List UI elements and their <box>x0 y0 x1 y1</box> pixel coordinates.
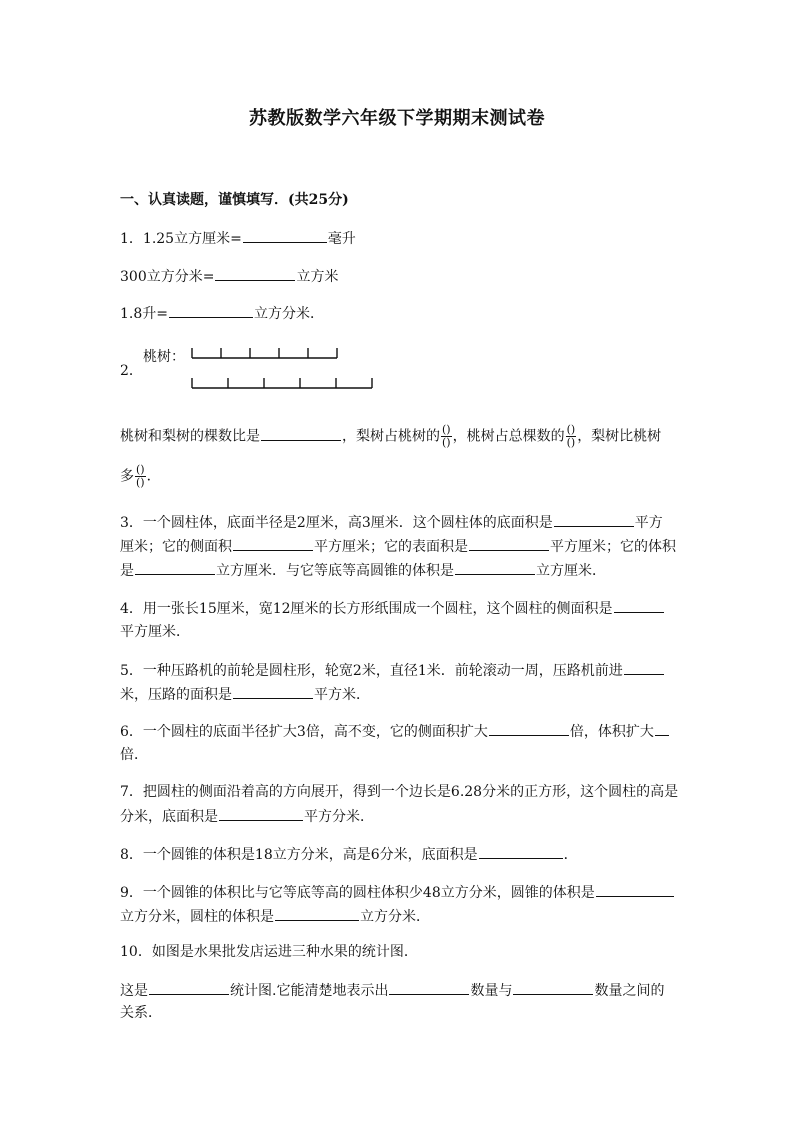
section-heading: 一、认真读题，谨慎填写．(共25分) <box>120 192 349 208</box>
question-number: 2． <box>120 363 143 379</box>
question-9-line1: 9．一个圆锥的体积比与它等底等高的圆柱体积少48立方分米，圆锥的体积是 <box>120 882 675 903</box>
question-2-text: 桃树和梨树的棵数比是 ，梨树占桃树的 $\frac{()}{()}$ ，桃树占总棵数的 $\frac{()}{()}$ ，梨树比桃树 <box>120 423 662 449</box>
question-9-line2: 立方分米，圆柱的体积是 立方分米． <box>120 906 430 927</box>
answer-blank[interactable] <box>614 598 664 613</box>
question-6-line2: 倍． <box>120 747 148 763</box>
answer-blank[interactable] <box>149 980 229 995</box>
answer-blank[interactable] <box>624 660 664 675</box>
answer-blank[interactable] <box>233 684 313 699</box>
question-2-text-cont: 多 $\frac{()}{()}$ ． <box>120 463 161 489</box>
tree-segment-diagram <box>120 342 380 398</box>
answer-blank[interactable] <box>219 806 303 821</box>
answer-blank[interactable] <box>554 512 634 527</box>
answer-blank[interactable] <box>513 980 593 995</box>
question-5-line1: 5．一种压路机的前轮是圆柱形，轮宽2米，直径1米．前轮滚动一周，压路机前进 <box>120 660 665 681</box>
question-7-line2: 分米，底面积是 平方分米． <box>120 806 374 827</box>
answer-blank[interactable] <box>455 560 535 575</box>
question-3-line3: 是 立方厘米．与它等底等高圆锥的体积是 立方厘米． <box>120 560 606 581</box>
question-4-line2: 平方厘米． <box>120 624 190 640</box>
page-title: 苏教版数学六年级下学期期末测试卷 <box>249 108 545 129</box>
fraction-blank[interactable]: $\frac{()}{()}$ <box>566 423 576 449</box>
answer-blank[interactable] <box>243 228 327 243</box>
question-8: 8．一个圆锥的体积是18立方分米，高是6分米，底面积是 ． <box>120 844 578 865</box>
answer-blank[interactable] <box>169 303 253 318</box>
answer-blank[interactable] <box>233 536 313 551</box>
question-1b: 300立方分米= 立方米 <box>120 266 338 287</box>
answer-blank[interactable] <box>261 426 341 441</box>
question-5-line2: 米，压路的面积是 平方米． <box>120 684 370 705</box>
answer-blank[interactable] <box>275 906 359 921</box>
question-3-line2: 厘米；它的侧面积 平方厘米；它的表面积是 平方厘米；它的体积 <box>120 536 676 557</box>
peach-bar <box>192 348 337 358</box>
question-7-line1: 7．把圆柱的侧面沿着高的方向展开，得到一个边长是6.28分米的正方形，这个圆柱的高是 <box>120 784 679 800</box>
question-3-line1: 3．一个圆柱体，底面半径是2厘米，高3厘米．这个圆柱体的底面积是 平方 <box>120 512 663 533</box>
answer-blank[interactable] <box>655 721 669 736</box>
answer-blank[interactable] <box>479 844 563 859</box>
question-10-line1: 这是 统计图.它能清楚地表示出 数量与 数量之间的 <box>120 980 664 1001</box>
pear-bar <box>192 378 372 388</box>
answer-blank[interactable] <box>215 266 295 281</box>
answer-blank[interactable] <box>469 536 549 551</box>
question-1c: 1.8升= 立方分米． <box>120 303 324 324</box>
fraction-blank[interactable]: $\frac{()}{()}$ <box>136 463 145 489</box>
answer-blank[interactable] <box>596 882 674 897</box>
question-6-line1: 6．一个圆柱的底面半径扩大3倍，高不变，它的侧面积扩大 倍，体积扩大 <box>120 721 670 742</box>
question-10-line2: 关系． <box>120 1005 162 1021</box>
answer-blank[interactable] <box>135 560 215 575</box>
question-10-intro: 10．如图是水果批发店运进三种水果的统计图． <box>120 944 418 960</box>
segment-bars <box>120 342 380 398</box>
question-4-line1: 4．用一张长15厘米，宽12厘米的长方形纸围成一个圆柱，这个圆柱的侧面积是 <box>120 598 665 619</box>
peach-label: 桃树： <box>143 349 185 365</box>
answer-blank[interactable] <box>389 980 469 995</box>
answer-blank[interactable] <box>489 721 569 736</box>
fraction-blank[interactable]: $\frac{()}{()}$ <box>442 423 451 449</box>
question-1a: 1．1.25立方厘米= 毫升 <box>120 228 356 249</box>
